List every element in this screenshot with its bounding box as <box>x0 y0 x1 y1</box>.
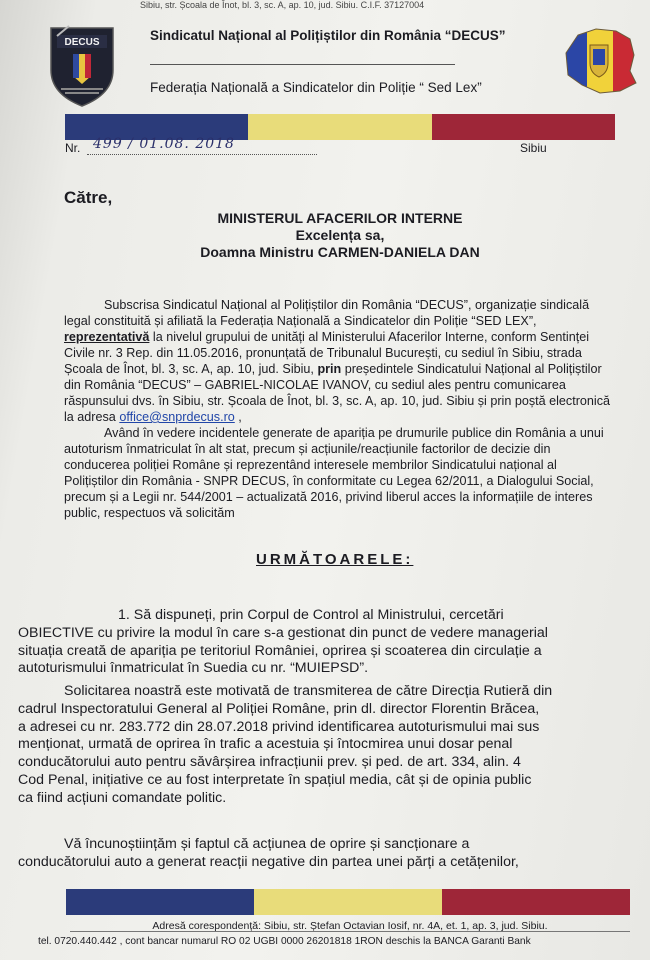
text-line: conducătorului auto a generat reacții negative din partea unei părți a cetățenilor, <box>18 853 519 870</box>
registration-city: Sibiu <box>520 141 547 155</box>
text-line: situația creată de apariția pe teritoriul României, oprirea și scoaterea din circulație a <box>18 642 542 659</box>
text-line: Civile nr. 3 Rep. din 11.05.2016, pronunțată de Tribunalul București, cu sediul în Sibiu, strada <box>64 346 582 360</box>
footer-address: Adresă corespondență: Sibiu, str. Ștefan Octavian Iosif, nr. 4A, et. 1, ap. 3, jud. Sibiu. <box>152 920 548 932</box>
text-line: Polițiștilor din România - SNPR DECUS, în conformitate cu Legea 62/2011, a Dialogului Social, <box>64 474 594 488</box>
bold-underlined-word: reprezentativă <box>64 330 150 344</box>
text-line: OBIECTIVE cu privire la modul în care s-a gestionat din punct de vedere managerial <box>18 624 548 641</box>
band-yellow <box>248 114 431 140</box>
text-line: legal constituită și afiliată la Federația Națională a Sindicatelor din Poliție “SED LEX”, <box>64 314 537 328</box>
text-line <box>64 329 624 345</box>
section-heading: URMĂTOARELE: <box>256 551 414 568</box>
registration-dotted-line <box>87 154 317 155</box>
decus-logo <box>47 22 117 108</box>
text-line: a adresei cu nr. 283.772 din 28.07.2018 privind identificarea autoturismului mai sus <box>18 718 540 735</box>
footer-divider <box>70 931 630 932</box>
text-fragment: , <box>234 410 242 424</box>
text-fragment: la adresa <box>64 410 116 424</box>
text-line: ca fiind acțiuni comandate politic. <box>18 789 227 806</box>
band-red <box>432 114 615 140</box>
text-line: cadrul Inspectoratului General al Poliției Române, prin dl. director Florentin Brăcea, <box>18 700 540 717</box>
text-line: public, respectuos vă solicităm <box>64 506 235 520</box>
paragraph-intro <box>64 297 624 425</box>
text-line: răspunsului dvs. în Sibiu, str. Școala de Înot, bl. 3, sc. A, ap. 10, jud. Sibiu și prin poștă electronică <box>64 394 611 408</box>
text-line: din România “DECUS” – GABRIEL-NICOLAE IVANOV, cu sediul ales pentru comunicarea <box>64 378 566 392</box>
text-fragment: la nivelul grupului de unități al Ministerului Afacerilor Interne, conform Sentinței <box>152 330 590 344</box>
paragraph-request <box>18 607 628 678</box>
text-line: autoturismului înmatriculat în Suedia cu nr. “MUIEPSD”. <box>18 660 369 677</box>
text-line <box>64 361 624 377</box>
text-fragment: președintele Sindicatului Național al Polițiștilor <box>344 362 602 376</box>
text-fragment: Școala de Înot, bl. 3, sc. A, ap. 10, jud. Sibiu, <box>64 362 314 376</box>
paragraph-context <box>64 425 624 521</box>
paragraph-notification <box>18 836 628 872</box>
recipient-honorific: Excelența sa, <box>295 227 385 243</box>
header-address-fragment: Sibiu, str. Școala de Înot, bl. 3, sc. A, ap. 10, jud. Sibiu. C.I.F. 37127004 <box>140 0 425 10</box>
salutation: Către, <box>64 188 113 207</box>
email-link[interactable]: office@snprdecus.ro <box>119 410 235 424</box>
text-line: Vă încunoștiințăm și faptul că acțiunea de oprire și sancționare a <box>64 836 470 852</box>
band-yellow <box>254 889 442 915</box>
recipient-ministry: MINISTERUL AFACERILOR INTERNE <box>217 210 463 226</box>
romania-map-flag <box>560 25 638 97</box>
text-line: conducerea poliției Române și reprezentând interesele membrilor Sindicatului național al <box>64 458 557 472</box>
text-line: autoturism înmatriculat în alt stat, precum și acțiunile/reacțiunile factorilor de decizie din <box>64 442 551 456</box>
header-divider <box>150 64 455 65</box>
text-line: Având în vedere incidentele generate de apariția pe drumurile publice din România a unui <box>104 426 604 440</box>
text-line: Cod Penal, inițiative ce au fost interpretate în spațiul media, cât și de opinia public <box>18 771 532 788</box>
text-line <box>64 409 624 425</box>
text-line: 1. Să dispuneți, prin Corpul de Control al Ministrului, cercetări <box>118 607 504 623</box>
text-line: Subscrisa Sindicatul Național al Polițiștilor din România “DECUS”, organizație sindicală <box>104 298 590 312</box>
band-red <box>442 889 630 915</box>
logo-text: DECUS <box>64 37 100 48</box>
organization-name: Sindicatul Național al Polițiștilor din România “DECUS” <box>150 28 506 43</box>
text-line: conducătorului auto pentru săvârșirea infracțiunii prev. și ped. de art. 334, alin. 4 <box>18 754 521 771</box>
text-line: Solicitarea noastră este motivată de transmiterea de către Direcția Rutieră din <box>64 683 553 699</box>
footer-contact: tel. 0720.440.442 , cont bancar numarul RO 02 UGBI 0000 26201818 1RON deschis la BANCA Garanti Bank <box>38 936 531 947</box>
registration-number-handwritten: 499 / 01.08. 2018 <box>93 136 235 152</box>
text-line: menționat, urmată de oprirea în trafic a acestuia și întocmirea unui dosar penal <box>18 736 513 753</box>
band-blue <box>66 889 254 915</box>
registration-label: Nr. <box>65 141 81 155</box>
tricolor-band-bottom <box>66 889 630 915</box>
federation-name: Federația Națională a Sindicatelor din Poliție “ Sed Lex” <box>150 80 482 95</box>
recipient-minister: Doamna Ministru CARMEN-DANIELA DAN <box>200 244 480 260</box>
paragraph-motivation <box>18 683 628 808</box>
text-line: precum și a Legii nr. 544/2001 – actualizată 2016, privind liberul acces la informațiile de interes <box>64 490 593 504</box>
bold-word: prin <box>317 362 342 376</box>
registration-row <box>65 138 555 162</box>
